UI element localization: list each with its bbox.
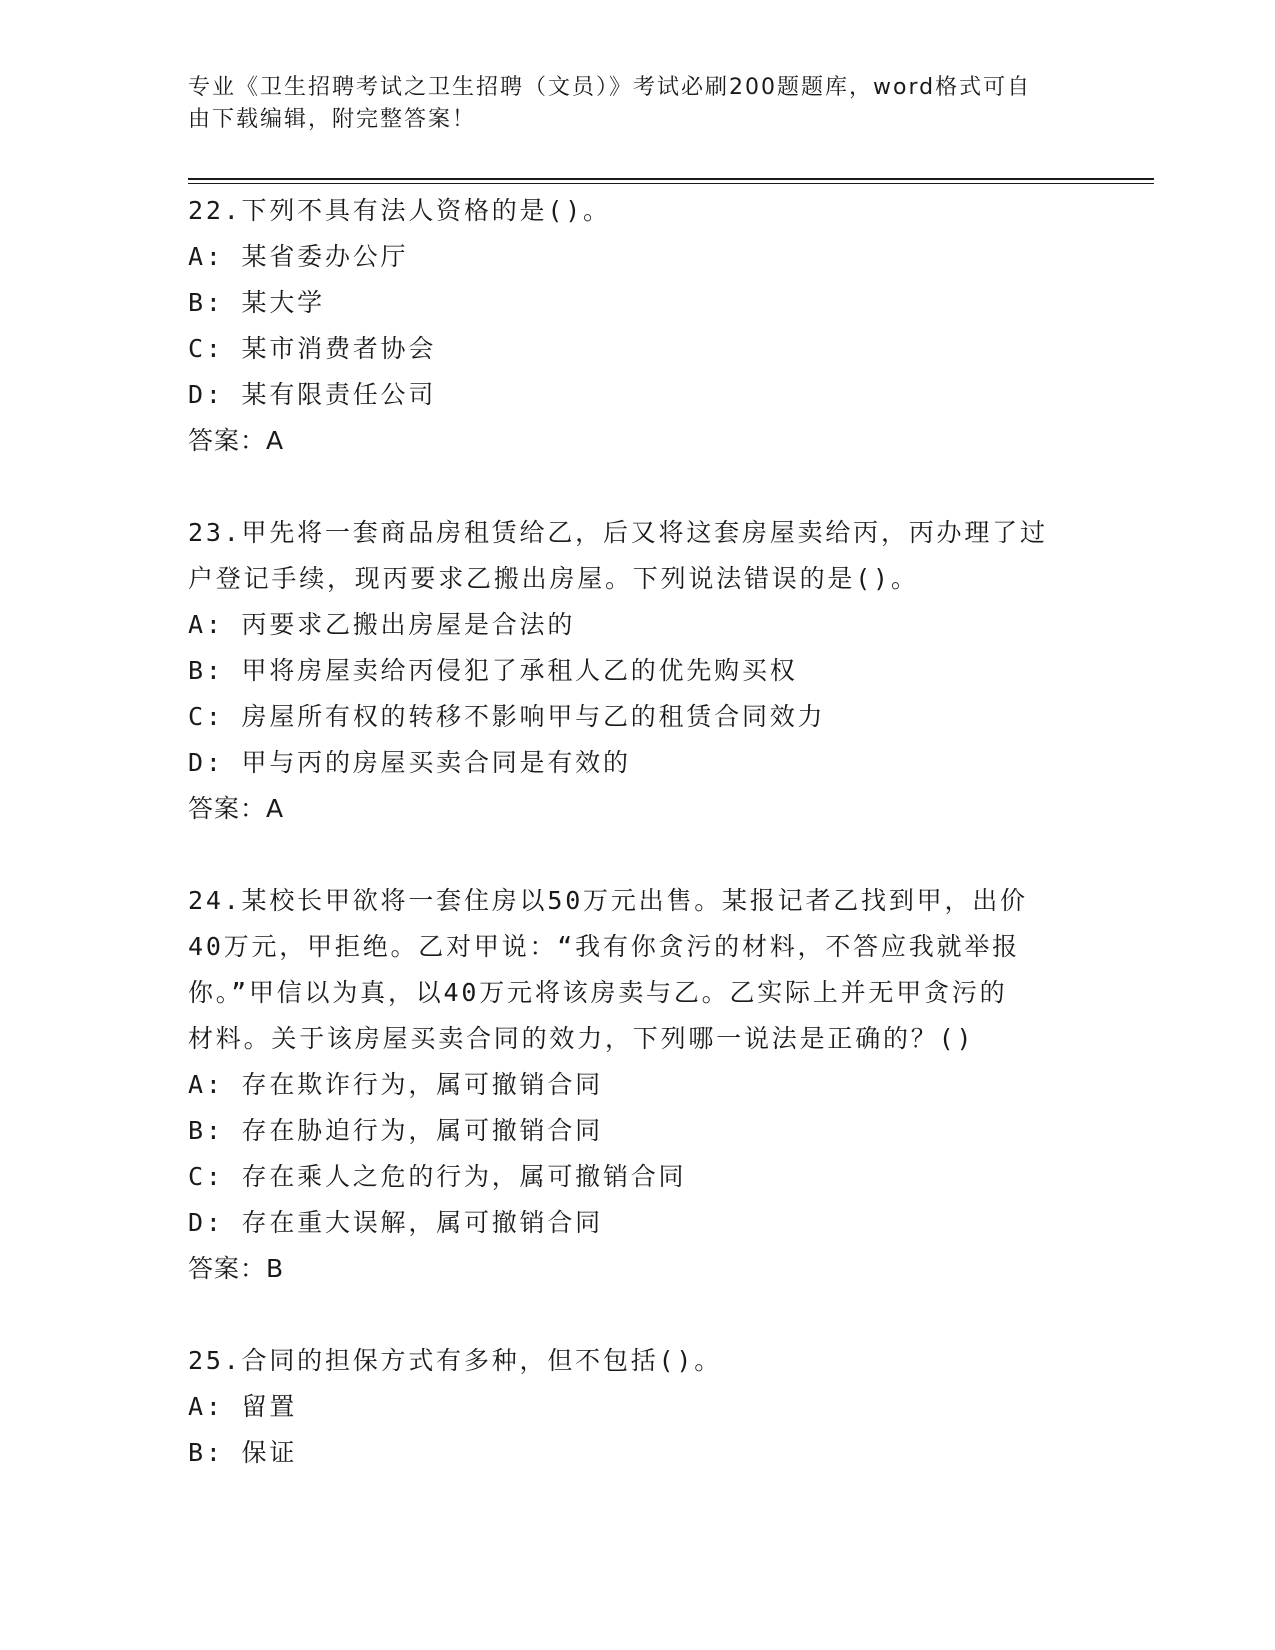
question-stem-line: 你。”甲信以为真，以40万元将该房卖与乙。乙实际上并无甲贪污的 <box>188 978 1008 1007</box>
question-stem-line: 户登记手续，现丙要求乙搬出房屋。下列说法错误的是()。 <box>188 564 919 593</box>
question-option: A: 留置 <box>188 1392 298 1421</box>
question-option: C: 某市消费者协会 <box>188 334 437 363</box>
question-block <box>188 1338 1088 1476</box>
question-option: D: 存在重大误解，属可撤销合同 <box>188 1208 603 1237</box>
question-spacer <box>188 832 1088 878</box>
question-spacer <box>188 464 1088 510</box>
question-stem-line: 40万元，甲拒绝。乙对甲说：“我有你贪污的材料，不答应我就举报 <box>188 932 1020 961</box>
question-list <box>188 188 1088 1476</box>
question-option: C: 存在乘人之危的行为，属可撤销合同 <box>188 1162 687 1191</box>
question-option: B: 甲将房屋卖给丙侵犯了承租人乙的优先购买权 <box>188 656 798 685</box>
question-answer: 答案：A <box>188 426 285 455</box>
question-block <box>188 878 1088 1292</box>
question-stem-line: 22.下列不具有法人资格的是()。 <box>188 196 611 225</box>
question-stem-line: 24.某校长甲欲将一套住房以50万元出售。某报记者乙找到甲，出价 <box>188 886 1028 915</box>
header-line-2: 由下载编辑，附完整答案！ <box>188 107 477 132</box>
header-rule-thick <box>188 178 1154 180</box>
question-option: A: 丙要求乙搬出房屋是合法的 <box>188 610 576 639</box>
question-stem-line: 材料。关于该房屋买卖合同的效力，下列哪一说法是正确的？() <box>188 1024 975 1053</box>
question-answer: 答案：A <box>188 794 285 823</box>
question-spacer <box>188 1292 1088 1338</box>
question-option: B: 存在胁迫行为，属可撤销合同 <box>188 1116 603 1145</box>
question-option: A: 某省委办公厅 <box>188 242 409 271</box>
question-option: B: 某大学 <box>188 288 325 317</box>
question-stem-line: 23.甲先将一套商品房租赁给乙，后又将这套房屋卖给丙，丙办理了过 <box>188 518 1048 547</box>
question-option: C: 房屋所有权的转移不影响甲与乙的租赁合同效力 <box>188 702 826 731</box>
question-answer: 答案：B <box>188 1254 285 1283</box>
question-option: D: 某有限责任公司 <box>188 380 437 409</box>
document-header <box>188 72 1088 136</box>
header-rule-thin <box>188 183 1154 184</box>
question-block <box>188 188 1088 464</box>
question-block <box>188 510 1088 832</box>
question-option: D: 甲与丙的房屋买卖合同是有效的 <box>188 748 631 777</box>
question-option: A: 存在欺诈行为，属可撤销合同 <box>188 1070 603 1099</box>
header-line-1: 专业《卫生招聘考试之卫生招聘（文员）》考试必刷200题题库，word格式可自 <box>188 75 1032 100</box>
question-stem-line: 25.合同的担保方式有多种，但不包括()。 <box>188 1346 723 1375</box>
question-option: B: 保证 <box>188 1438 298 1467</box>
